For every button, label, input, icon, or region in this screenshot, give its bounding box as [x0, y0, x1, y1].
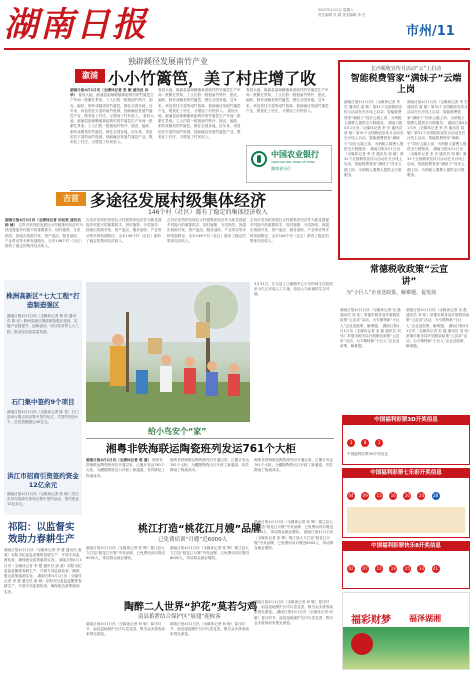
left-body4-b: 湖南日报4月1日讯（全媒体记者 李 慧 通讯员 唐 斌）祁阳市纪委监委聚焦春耕生产，开展专项监督检查，确保惠农政策落到实处。 [4, 558, 82, 579]
left-body2: 湖南日报4月1日讯（全媒体记者 陈 亮）石门县举行重点项目集中签约仪式，共签约项目9个，总投资额超过40亿元。 [7, 410, 79, 425]
lottery-title-2: 中国福利彩票七乐彩开奖信息 [343, 469, 469, 478]
photo-text-col [254, 282, 334, 422]
left-body3: 湖南日报4月1日讯（全媒体记者 张 颐）洪江市举办招商引资项目集中签约活动，签约资金12亿余元。 [7, 492, 79, 507]
article3-body-a: 湘粤非铁海联运陶瓷班列自开通以来，已累计发运761个大柜，为醴陵陶瓷出口开辟了新通道，有效降低了物流成本。 [86, 458, 166, 478]
bank-ad [246, 145, 332, 183]
article2-col2 [86, 218, 164, 278]
lottery-ad-text1: 福彩财梦 [351, 615, 391, 626]
bank-en: AGRICULTURAL BANK OF CHINA [271, 160, 316, 164]
article2-subhead: 146个村（社区）都有了稳定的集体经济收入 [148, 209, 268, 216]
lottery-title-1: 中国福利彩票3D开奖信息 [343, 416, 469, 425]
right-body1-e: 湖南日报4月1日讯（全媒体记者 李 杰 通讯员 周 敏）第31个全国税收宣传月活动在长沙线上启动，智能税费管家“满妹子”同步云端上岗，为纳税人缴费人提供全天候服务。 [407, 120, 468, 151]
masthead-info-line2: 责任编辑 吴 娟 美术编辑 李 杰 [318, 13, 366, 17]
right-subhead2: 为“小巨人”企业送政策、解难题、促发展 [346, 290, 437, 296]
lottery-ball: 19 [390, 566, 396, 571]
birdhouse-photo [86, 282, 250, 422]
article3-col1 [86, 458, 166, 518]
birdhouse-photo-svg [86, 282, 250, 422]
article5-body-a: 湖南日报4月1日讯（全媒体记者 何 敏）春日时节，南县湿地保护区内鸟语花香，吸引众多游客前来观光游览。 [86, 622, 166, 637]
masthead-rule [4, 48, 470, 50]
lottery-prize-table [347, 507, 465, 533]
lottery-balls-3 [343, 551, 469, 578]
masthead-info [318, 8, 402, 18]
lottery-ball: 07 [362, 566, 368, 571]
article1-body-e: 春回大地，溆浦县祖师殿镇黄泥坡村的竹篱笆生产车间一派繁忙景象。工人们将一根根南竹劈开、刨光、编织，制作成精美的竹篱笆，销往全国各地。近年来，该县依托丰富的南竹资源，独辟蹊径发展竹篱笆产业，既美化了村庄，又增加了村民收入。 [246, 88, 329, 113]
right-body1-d: 湖南日报4月1日讯（全媒体记者 李 杰 通讯员 周 敏）第31个全国税收宣传月活动在长沙线上启动，智能税费管家“满妹子”同步云端上岗，为纳税人缴费人提供全天候服务。 [407, 100, 468, 125]
bank-logo-icon [251, 151, 267, 167]
right-body2-a: 湖南日报4月1日讯（全媒体记者 宋 磊 通讯员 刘 伟）常德市税务局开展税收政策“云宣讲”活动，为专精特新“小巨人”企业送政策、解难题。 [340, 308, 401, 328]
article4-col3 [254, 520, 334, 594]
lottery-ball: 11 [376, 566, 382, 571]
lottery-ball-special: 28 [433, 493, 439, 498]
left-body1: 湖南日报4月1日讯（全媒体记者 黄 婷 通讯员 陈 佳）株洲高新区围绕制造强区建设，实施产业链提升、创新驱动、项目攻坚等七大工程，推动经济高质量发展。 [7, 314, 79, 334]
photo-text: 3月31日，江永县上江墟镇中心小学的师生在校园里为鸟儿安装人工鸟巢，营造人鸟和谐的生态环境。 [254, 282, 333, 297]
lottery-ad [342, 592, 470, 670]
left-headline1: 株洲高新区“七大工程”打造制造强区 [6, 292, 80, 309]
right-body2-col1 [340, 308, 402, 410]
lottery-title-3: 中国福利彩票快乐8开奖信息 [343, 542, 469, 551]
article3-col2 [170, 458, 250, 518]
article4-col1 [86, 546, 166, 594]
article1-body-a: 春回大地，溆浦县祖师殿镇黄泥坡村的竹篱笆生产车间一派繁忙景象。工人们将一根根南竹劈开、刨光、编织，制作成精美的竹篱笆，销往全国各地。近年来，该县依托丰富的南竹资源，独辟蹊径发展竹篱笆产业，既美化了村庄，又增加了村民收入。 [70, 93, 154, 119]
left-body4-c: 湖南日报4月1日讯（全媒体记者 李 慧 通讯员 唐 斌）祁阳市纪委监委聚焦春耕生产，开展专项监督检查，确保惠农政策落到实处。 [4, 574, 82, 594]
article3-col3 [254, 458, 334, 518]
article5-col1 [86, 622, 166, 670]
article1-headline: 小小竹篱笆，美了村庄增了收 [108, 69, 317, 88]
article5-subhead: 南县蓄泄结合保护区“展翅”迎候客 [138, 614, 221, 620]
lottery-ball: 8 [361, 439, 369, 447]
lottery-box-1 [342, 415, 470, 465]
right-body1-a: 湖南日报4月1日讯（全媒体记者 李 杰 通讯员 周 敏）第31个全国税收宣传月活动在长沙线上启动，智能税费管家“满妹子”同步云端上岗，为纳税人缴费人提供全天候服务。 [344, 100, 403, 125]
right-headline2: 常德税收政策“云宣讲” [370, 265, 448, 287]
lottery-note-1: 中国福利彩票3D开奖信息 [347, 452, 388, 456]
lottery-ball: 41 [433, 566, 439, 571]
article5-col3 [254, 600, 334, 670]
article2-body-b: 吉首市坚持把发展壮大村级集体经济作为抓党建促乡村振兴的重要抓手，因村施策、分类指导，探索出资源开发、资产盘活、服务创收、产业带动等多种发展路径，全市146个村（社区）都有了稳定的集体经济收入。 [86, 218, 162, 243]
article5-body-b: 湖南日报4月1日讯（全媒体记者 何 敏）春日时节，南县湿地保护区内鸟语花香，吸引众多游客前来观光游览。 [170, 622, 250, 637]
article4-body-a: 湖南日报4月1日讯（全媒体记者 张 辉）桃江县大力打造“桃花江月嫂”劳务品牌，已免费培训月嫂近6000人，带动群众就业增收。 [86, 546, 166, 561]
lottery-ad-logo-icon [351, 633, 373, 655]
right-boxed-article [338, 60, 470, 260]
lottery-ball: 04 [348, 493, 354, 498]
lottery-ball: 24 [418, 493, 425, 498]
article1-col1 [70, 88, 154, 190]
article5-body-d: 湖南日报4月1日讯（全媒体记者 何 敏）春日时节，南县湿地保护区内鸟语花香，吸引众多游客前来观光游览。 [254, 610, 334, 625]
right-headline1b: 智能税费管家“满妹子”云端上岗 [350, 74, 462, 95]
article2-body-a: 吉首市坚持把发展壮大村级集体经济作为抓党建促乡村振兴的重要抓手，因村施策、分类指导，探索出资源开发、资产盘活、服务创收、产业带动等多种发展路径，全市146个村（社区）都有了稳定的集体经济收入。 [5, 223, 83, 249]
right-body1-col1 [344, 100, 404, 256]
article3-headline: 湘粤非铁海联运陶瓷班列发运761个大柜 [106, 443, 296, 455]
article4-body-b: 湖南日报4月1日讯（全媒体记者 张 辉）桃江县大力打造“桃花江月嫂”劳务品牌，已免费培训月嫂近6000人，带动群众就业增收。 [170, 546, 250, 561]
article1-body-c: 春回大地，溆浦县祖师殿镇黄泥坡村的竹篱笆生产车间一派繁忙景象。工人们将一根根南竹劈开、刨光、编织，制作成精美的竹篱笆，销往全国各地。近年来，该县依托丰富的南竹资源，独辟蹊径发展竹篱笆产业，既美化了村庄，又增加了村民收入。 [158, 88, 241, 113]
article3-byline: 湖南日报4月1日讯（全媒体记者 蒋 睿） [86, 458, 152, 462]
article1-col2 [158, 88, 242, 190]
article1-tag [75, 69, 105, 83]
article2-col4 [250, 218, 332, 278]
article3-top-rule [86, 438, 334, 439]
article2-body-d: 吉首市坚持把发展壮大村级集体经济作为抓党建促乡村振兴的重要抓手，因村施策、分类指导，探索出资源开发、资产盘活、服务创收、产业带动等多种发展路径，全市146个村（社区）都有了稳定的集体经济收入。 [250, 218, 330, 243]
lottery-ball: 16 [390, 493, 396, 498]
right-body1-b: 湖南日报4月1日讯（全媒体记者 李 杰 通讯员 周 敏）第31个全国税收宣传月活动在长沙线上启动，智能税费管家“满妹子”同步云端上岗，为纳税人缴费人提供全天候服务。 [344, 120, 404, 151]
lottery-ball: 1 [375, 439, 383, 447]
photo-caption: 给小鸟安个“家” [148, 427, 207, 436]
lottery-ad-text2: 福泽湖湘 [409, 613, 441, 623]
article2-tag [56, 192, 86, 206]
left-headline4: 祁阳：以监督实效助力春耕生产 [8, 522, 75, 545]
bank-name: 中国农业银行 [271, 149, 319, 159]
article2-byline: 湖南日报4月1日讯（全媒体记者 向民贵 通讯员 杨 诚） [5, 218, 81, 228]
bank-branch: 湖南省分行 [271, 166, 291, 171]
lottery-ball: 09 [362, 493, 368, 498]
lottery-ball: 3 [347, 439, 355, 447]
left-body4 [4, 548, 82, 670]
article2-col1 [5, 218, 83, 278]
article2-col3 [167, 218, 247, 278]
masthead-info-line1: 2022年4月2日 星期六 [318, 8, 354, 12]
lottery-ball: 13 [376, 493, 382, 498]
article3-body-b: 湘粤非铁海联运陶瓷班列自开通以来，已累计发运761个大柜，为醴陵陶瓷出口开辟了新通道，有效降低了物流成本。 [170, 458, 250, 473]
lottery-box-3 [342, 541, 470, 589]
section-label: 市州/11 [406, 24, 455, 39]
right-body2-col2 [406, 308, 470, 410]
page-number: 11 [436, 24, 455, 39]
right-headline1: 长沙税收宣传月活动“云”上启动 [370, 66, 442, 72]
article4-headline: 桃江打造“桃花江月嫂”品牌 [138, 524, 262, 535]
article4-body-c: 湖南日报4月1日讯（全媒体记者 张 辉）桃江县大力打造“桃花江月嫂”劳务品牌，已免费培训月嫂近6000人，带动群众就业增收。 [254, 520, 334, 535]
lottery-ball: 20 [404, 493, 410, 498]
right-body2-b: 湖南日报4月1日讯（全媒体记者 宋 磊 通讯员 刘 伟）常德市税务局开展税收政策“云宣讲”活动，为专精特新“小巨人”企业送政策、解难题。 [340, 323, 401, 349]
article4-subhead: 已免费培训“月嫂”近6000人 [158, 537, 228, 543]
article2-body-c: 吉首市坚持把发展壮大村级集体经济作为抓党建促乡村振兴的重要抓手，因村施策、分类指导，探索出资源开发、资产盘活、服务创收、产业带动等多种发展路径，全市146个村（社区）都有了稳定的集体经济收入。 [167, 218, 247, 243]
left-column-box [4, 280, 82, 515]
right-body2-c: 湖南日报4月1日讯（全媒体记者 宋 磊 通讯员 刘 伟）常德市税务局开展税收政策“云宣讲”活动，为专精特新“小巨人”企业送政策、解难题。 [406, 308, 470, 328]
article1-byline: 湖南日报4月1日讯（全媒体记者 张 颐 通讯员 向 华） [70, 88, 149, 98]
right-body1-col2 [407, 100, 468, 256]
article5-headline: 陶醉二人世界“护花”莫若匀鸡 [124, 602, 258, 613]
article5-col2 [170, 622, 250, 670]
lottery-ball: 33 [418, 566, 425, 571]
lottery-balls-2 [343, 478, 469, 505]
article1-kicker: 独辟蹊径发展南竹产业 [128, 57, 208, 66]
masthead-title: 湖南日报 [4, 5, 148, 45]
lottery-balls-1 [343, 425, 469, 452]
right-body1-c: 湖南日报4月1日讯（全媒体记者 李 杰 通讯员 周 敏）第31个全国税收宣传月活动在长沙线上启动，智能税费管家“满妹子”同步云端上岗，为纳税人缴费人提供全天候服务。 [344, 146, 404, 177]
lottery-ball: 02 [348, 566, 354, 571]
article1-body-d: 春回大地，溆浦县祖师殿镇黄泥坡村的竹篱笆生产车间一派繁忙景象。工人们将一根根南竹劈开、刨光、编织，制作成精美的竹篱笆，销往全国各地。近年来，该县依托丰富的南竹资源，独辟蹊径发展竹篱笆产业，既美化了村庄，又增加了村民收入。 [158, 108, 241, 139]
left-body4-a: 湖南日报4月1日讯（全媒体记者 李 慧 通讯员 唐 斌）祁阳市纪委监委聚焦春耕生产，开展专项监督检查，确保惠农政策落到实处。 [4, 548, 82, 563]
article1-tag-text: 溆浦 [82, 71, 98, 80]
article2-headline: 多途径发展村级集体经济 [90, 191, 267, 210]
left-headline2: 石门集中签约9个项目 [11, 398, 75, 406]
right-body1-f: 湖南日报4月1日讯（全媒体记者 李 杰 通讯员 周 敏）第31个全国税收宣传月活动在长沙线上启动，智能税费管家“满妹子”同步云端上岗，为纳税人缴费人提供全天候服务。 [407, 146, 467, 177]
article1-col3 [246, 88, 330, 140]
section-name: 市州 [406, 24, 433, 39]
article1-body-b: 春回大地，溆浦县祖师殿镇黄泥坡村的竹篱笆生产车间一派繁忙景象。工人们将一根根南竹劈开、刨光、编织，制作成精美的竹篱笆，销往全国各地。近年来，该县依托丰富的南竹资源，独辟蹊径发展竹篱笆产业，既美化了村庄，又增加了村民收入。 [70, 114, 154, 145]
left-headline3: 洪江市招商引资签约资金12亿余元 [7, 472, 79, 489]
article5-body-c: 湖南日报4月1日讯（全媒体记者 何 敏）春日时节，南县湿地保护区内鸟语花香，吸引众多游客前来观光游览。 [254, 600, 334, 615]
lottery-ball: 25 [404, 566, 410, 571]
article3-body-c: 湘粤非铁海联运陶瓷班列自开通以来，已累计发运761个大柜，为醴陵陶瓷出口开辟了新通道，有效降低了物流成本。 [254, 458, 334, 473]
article4-col2 [170, 546, 250, 594]
article4-body-d: 湖南日报4月1日讯（全媒体记者 张 辉）桃江县大力打造“桃花江月嫂”劳务品牌，已免费培训月嫂近6000人，带动群众就业增收。 [254, 530, 334, 551]
right-body2-d: 湖南日报4月1日讯（全媒体记者 宋 磊 通讯员 刘 伟）常德市税务局开展税收政策“云宣讲”活动，为专精特新“小巨人”企业送政策、解难题。 [406, 323, 470, 349]
lottery-box-2 [342, 468, 470, 538]
article2-tag-text: 吉首 [63, 194, 79, 203]
